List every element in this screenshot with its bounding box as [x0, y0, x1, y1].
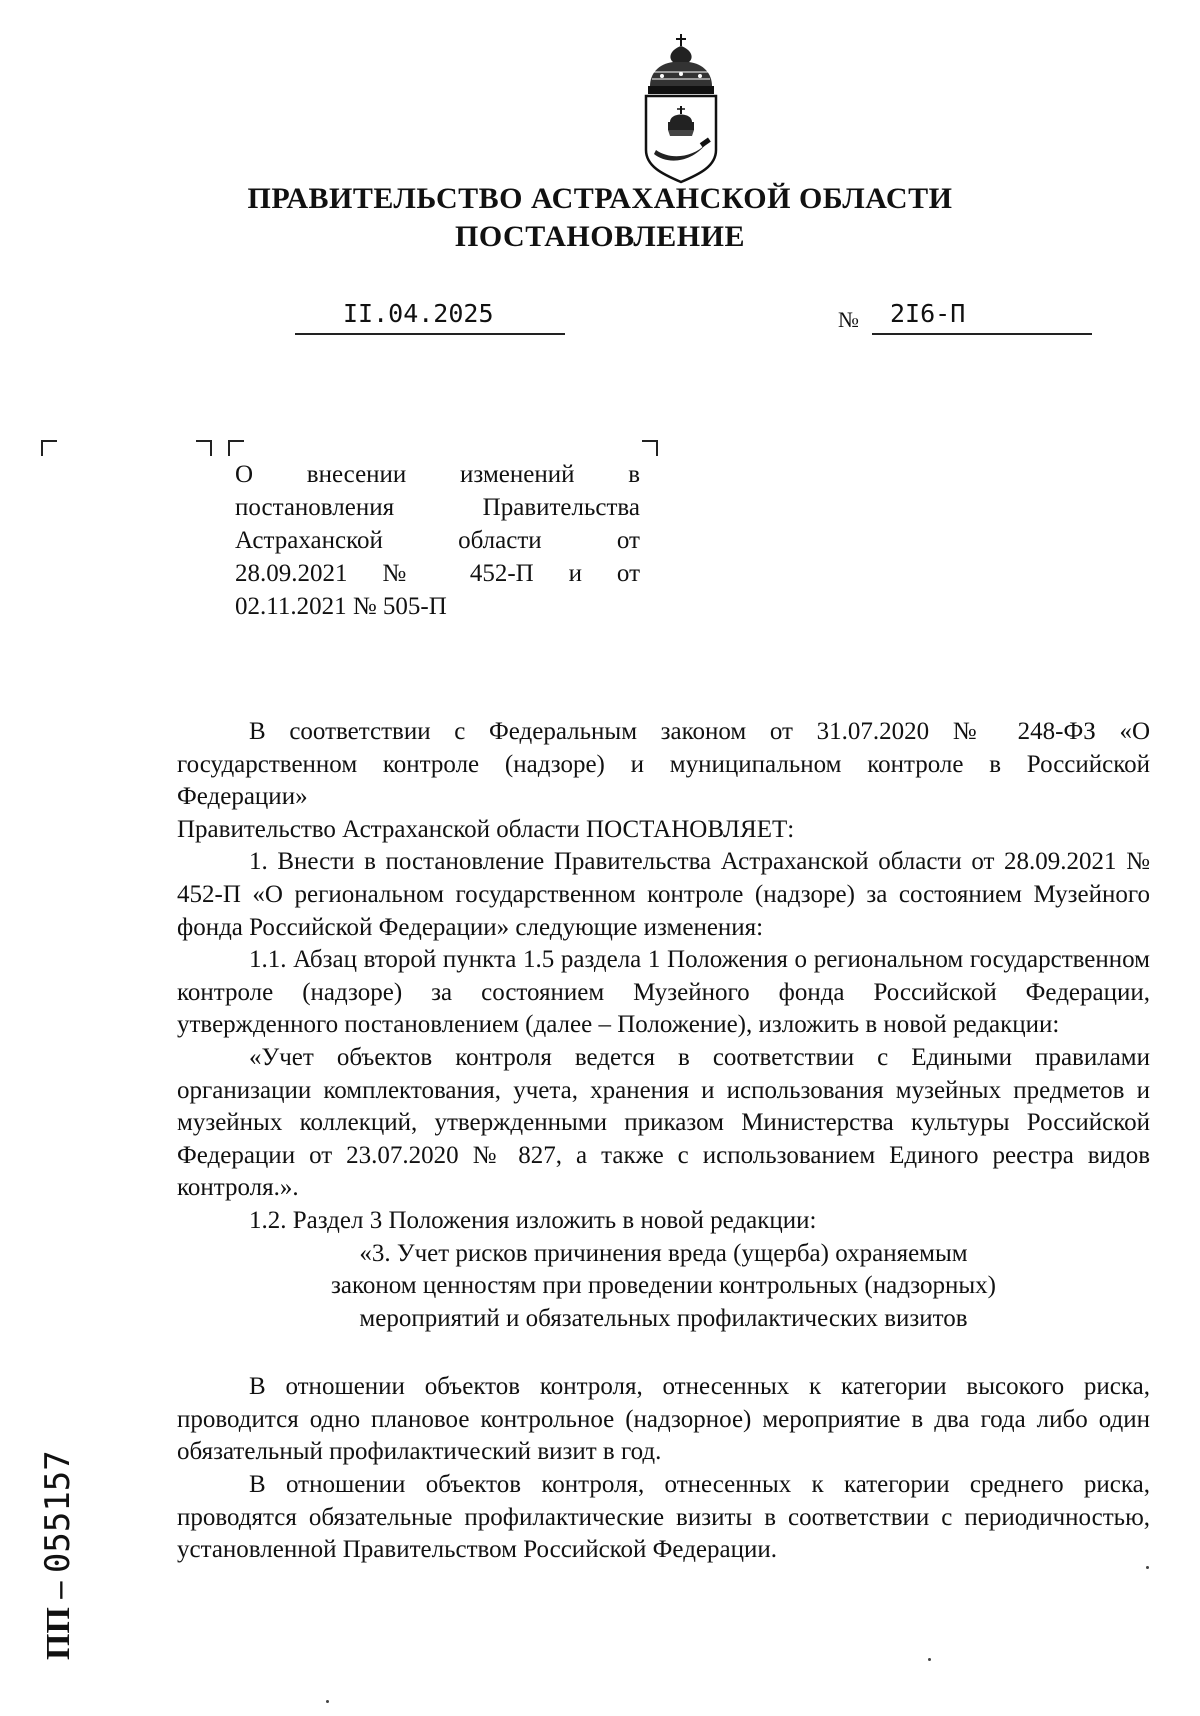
- government-title: ПРАВИТЕЛЬСТВО АСТРАХАНСКОЙ ОБЛАСТИ: [247, 182, 953, 215]
- number-sign: №: [838, 307, 859, 332]
- paragraph: В отношении объектов контроля, отнесенных к категории высокого риска, проводится одно плановое контрольное (надзорное) мероприятие в два года либо один обязательный профилактический визит в год.: [177, 1373, 1150, 1466]
- paragraph: Правительство Астраханской области ПОСТАНОВЛЯЕТ:: [177, 815, 795, 843]
- form-serial-number: [38, 1450, 78, 1660]
- scan-speck: [1146, 1566, 1149, 1569]
- serial-digits: 055157: [38, 1450, 78, 1574]
- subject-line: 02.11.2021 № 505-П: [235, 593, 447, 620]
- subject-line: О внесении изменений в: [235, 461, 640, 488]
- section-title-line: «3. Учет рисков причинения вреда (ущерба) охраняемым: [359, 1239, 968, 1267]
- scan-speck: [326, 1700, 329, 1703]
- serial-prefix: ПП –: [40, 1581, 77, 1660]
- document-date: II.04.2025: [343, 299, 494, 328]
- subject-block: [235, 458, 640, 623]
- corner-mark: [642, 440, 658, 456]
- paragraph: 1.2. Раздел 3 Положения изложить в новой редакции:: [249, 1206, 817, 1234]
- corner-mark: [228, 440, 244, 456]
- date-field: [295, 299, 565, 335]
- paragraph: «Учет объектов контроля ведется в соответствии с Едиными правилами организации комплектования, учета, хранения и использования музейных предметов и музейных коллекций, утвержденными приказом Министерства культуры Российской Федерации от 23.07.2020 № 827, а также с использованием Единого реестра видов контроля.».: [177, 1043, 1150, 1202]
- spacer: [177, 1335, 1150, 1371]
- paragraph: 1.1. Абзац второй пункта 1.5 раздела 1 Положения о региональном государственном контроле (надзоре) за состоянием Музейного фонда Российской Федерации, утвержденного постановлением (далее – Положение), изложить в новой редакции:: [177, 946, 1150, 1039]
- document-number: 2I6-П: [890, 299, 966, 328]
- corner-mark: [196, 440, 212, 456]
- paragraph: 1. Внести в постановление Правительства Астраханской области от 28.09.2021 № 452-П «О региональном государственном контроле (надзоре) за состоянием Музейного фонда Российской Федерации» следующие изменения:: [177, 848, 1150, 941]
- paragraph: В отношении объектов контроля, отнесенных к категории среднего риска, проводятся обязательные профилактические визиты в соответствии с периодичностью, установленной Правительством Российской Федерации.: [177, 1471, 1150, 1564]
- subject-line: постановления Правительства: [235, 494, 640, 521]
- coat-of-arms-emblem: [640, 32, 722, 187]
- scan-speck: [928, 1658, 931, 1661]
- corner-mark: [41, 440, 57, 456]
- subject-line: Астраханской области от: [235, 527, 640, 554]
- subject-line: 28.09.2021 № 452-П и от: [235, 560, 640, 587]
- section-title-line: мероприятий и обязательных профилактических визитов: [359, 1304, 968, 1332]
- section-title-line: законом ценностям при проведении контрольных (надзорных): [331, 1272, 996, 1300]
- section-title: [177, 1238, 1150, 1336]
- number-field: [872, 299, 1092, 335]
- document-body: [177, 716, 1150, 1567]
- paragraph: В соответствии с Федеральным законом от 31.07.2020 № 248-ФЗ «О государственном контроле (надзоре) и муниципальном контроле в Российской Федерации»: [177, 718, 1150, 811]
- document-type-title: ПОСТАНОВЛЕНИЕ: [455, 220, 745, 253]
